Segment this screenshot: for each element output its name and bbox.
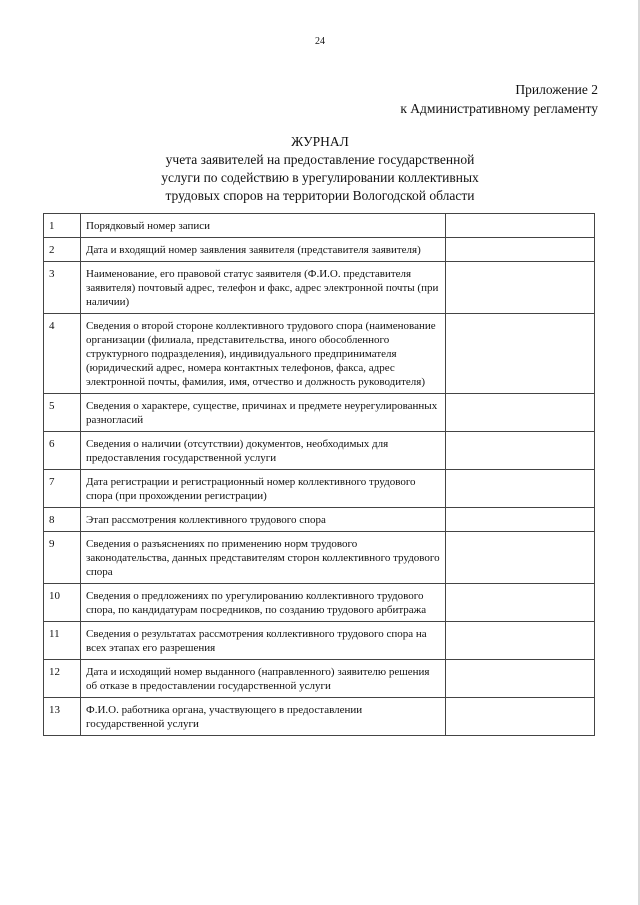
- appendix-label: Приложение 2: [515, 82, 598, 97]
- row-description: Сведения о характере, существе, причинах и предмете неурегулированных разногласий: [81, 394, 446, 432]
- row-number: 4: [44, 314, 81, 394]
- row-value-cell: [446, 470, 595, 508]
- row-value-cell: [446, 262, 595, 314]
- row-description: Сведения о разъяснениях по применению норм трудового законодательства, данных представителям сторон коллективного трудового спора: [81, 532, 446, 584]
- row-description: Дата и исходящий номер выданного (направленного) заявителю решения об отказе в предоставлении государственной услуги: [81, 660, 446, 698]
- journal-table-body: [44, 214, 595, 736]
- row-number: 5: [44, 394, 81, 432]
- row-description: Сведения о результатах рассмотрения коллективного трудового спора на всех этапах его разрешения: [81, 622, 446, 660]
- row-description: Ф.И.О. работника органа, участвующего в предоставлении государственной услуги: [81, 698, 446, 736]
- row-number: 1: [44, 214, 81, 238]
- row-value-cell: [446, 508, 595, 532]
- row-description: Наименование, его правовой статус заявителя (Ф.И.О. представителя заявителя) почтовый адрес, телефон и факс, адрес электронной почты (при наличии): [81, 262, 446, 314]
- row-value-cell: [446, 660, 595, 698]
- row-number: 13: [44, 698, 81, 736]
- row-number: 10: [44, 584, 81, 622]
- row-number: 3: [44, 262, 81, 314]
- journal-table: [43, 213, 595, 736]
- row-description: Дата регистрации и регистрационный номер коллективного трудового спора (при прохождении регистрации): [81, 470, 446, 508]
- journal-title: [0, 133, 640, 205]
- row-description: Сведения о предложениях по урегулированию коллективного трудового спора, по кандидатурам посредников, по созданию трудового арбитража: [81, 584, 446, 622]
- row-number: 12: [44, 660, 81, 698]
- row-number: 6: [44, 432, 81, 470]
- row-description: Сведения о наличии (отсутствии) документов, необходимых для предоставления государственной услуги: [81, 432, 446, 470]
- table-row: [44, 660, 595, 698]
- table-row: [44, 214, 595, 238]
- journal-subtitle-line-3: трудовых споров на территории Вологодской области: [165, 188, 475, 203]
- row-value-cell: [446, 394, 595, 432]
- row-number: 8: [44, 508, 81, 532]
- row-value-cell: [446, 698, 595, 736]
- table-row: [44, 262, 595, 314]
- appendix-regulation: к Административному регламенту: [400, 101, 598, 116]
- table-row: [44, 314, 595, 394]
- row-value-cell: [446, 622, 595, 660]
- row-number: 7: [44, 470, 81, 508]
- journal-subtitle-line-2: услуги по содействию в урегулировании коллективных: [161, 170, 479, 185]
- row-description: Порядковый номер записи: [81, 214, 446, 238]
- row-value-cell: [446, 314, 595, 394]
- journal-subtitle-line-1: учета заявителей на предоставление государственной: [165, 152, 475, 167]
- row-description: Сведения о второй стороне коллективного трудового спора (наименование организации (филиала, представительства, иного обособленного структурного подразделения), индивидуального предпринимателя (юридический адрес, номера контактных телефонов, факса, адрес электронной почты, фамилия, имя, отчество и должность руководителя): [81, 314, 446, 394]
- row-value-cell: [446, 432, 595, 470]
- table-row: [44, 698, 595, 736]
- row-number: 9: [44, 532, 81, 584]
- row-description: Этап рассмотрения коллективного трудового спора: [81, 508, 446, 532]
- row-value-cell: [446, 584, 595, 622]
- journal-heading: ЖУРНАЛ: [291, 134, 349, 149]
- table-row: [44, 470, 595, 508]
- row-value-cell: [446, 532, 595, 584]
- table-row: [44, 584, 595, 622]
- table-row: [44, 508, 595, 532]
- table-row: [44, 622, 595, 660]
- table-row: [44, 394, 595, 432]
- row-number: 11: [44, 622, 81, 660]
- row-value-cell: [446, 238, 595, 262]
- table-row: [44, 238, 595, 262]
- table-row: [44, 532, 595, 584]
- appendix-reference: [400, 80, 598, 118]
- row-value-cell: [446, 214, 595, 238]
- page-number: 24: [315, 36, 325, 47]
- table-row: [44, 432, 595, 470]
- row-number: 2: [44, 238, 81, 262]
- row-description: Дата и входящий номер заявления заявителя (представителя заявителя): [81, 238, 446, 262]
